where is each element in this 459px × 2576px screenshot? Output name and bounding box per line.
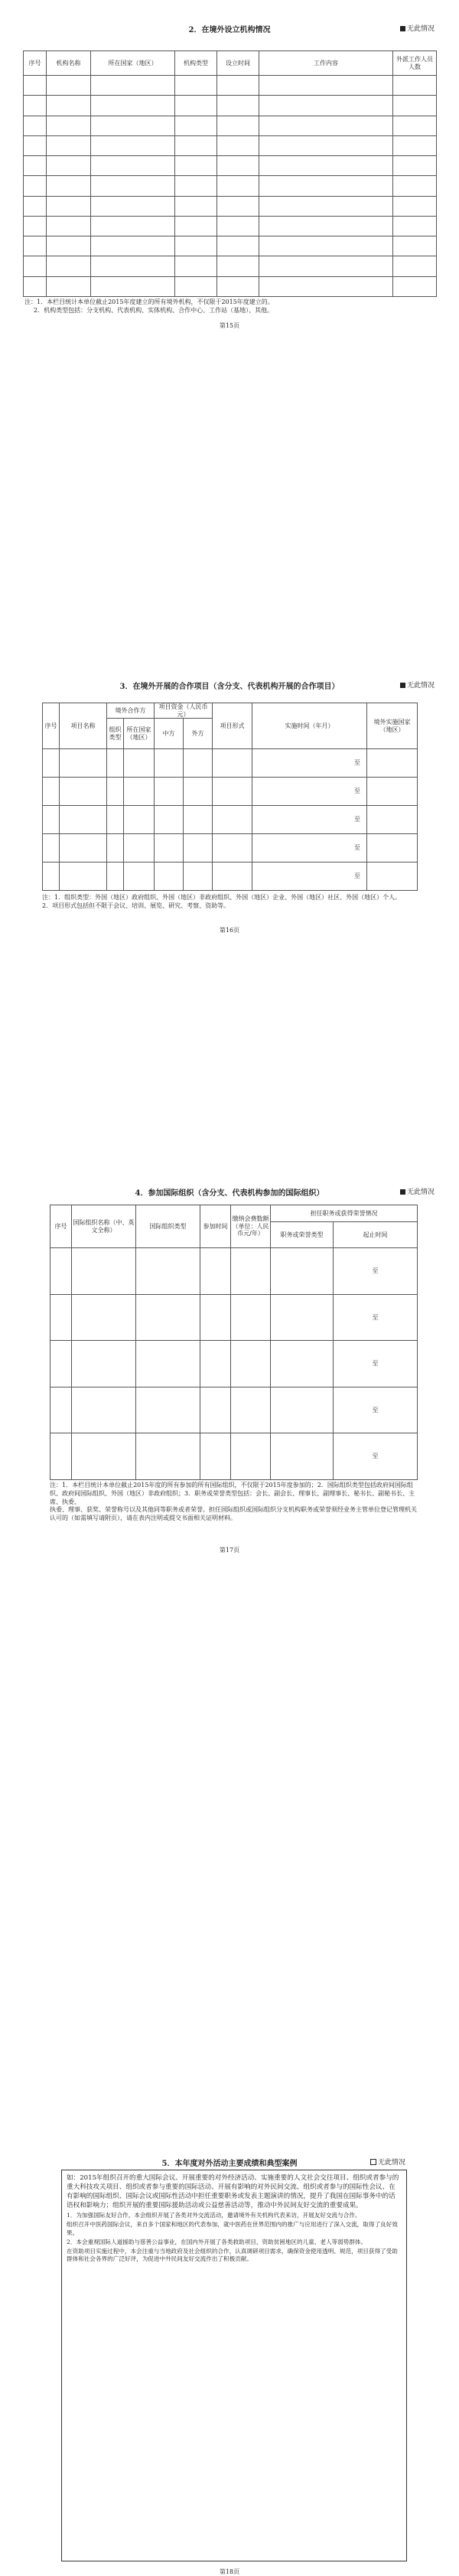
- table-row[interactable]: [50, 1387, 418, 1433]
- col-header-post-type: 职务或荣誉类型: [271, 1222, 334, 1248]
- col-header-setup-time: 设立时间: [217, 51, 259, 76]
- table-row[interactable]: [43, 834, 418, 862]
- col-header-no: 序号: [50, 1205, 72, 1248]
- section-title-overseas-institutions: 2．在境外设立机构情况: [188, 26, 271, 34]
- guide-paragraph: 如：2015年组织召开的重大国际会议、开展重要的对外经济活动、实施重要的人文社会交往项目、组织或者参与的重大科技攻关项目、组织或者参与重要的国际活动、开展有影响的对外民间交流、组织或者参与的国际性会议、在有影响的国际组织、国际会议或国际性活动中担任重要职务或发表主题演讲的情况，提升了我国在国际事务中的话语权和影响力；组织开展的重要国际援助活动或公益慈善活动等，推动中外民间友好交流的重要成果。: [67, 2174, 399, 2210]
- col-header-staff: 外派工作人员人数: [393, 51, 437, 76]
- note-line: 注：1．组织类型：外国（地区）政府组织、外国（地区）非政府组织、外国（地区）企业、外国（地区）社区、外国（地区）个人。: [42, 894, 402, 901]
- page-17: [0, 1117, 459, 1592]
- col-header-work-content: 工作内容: [259, 51, 393, 76]
- checkbox-checked-icon: [400, 683, 405, 688]
- page-18: [0, 2143, 459, 2573]
- period-cell[interactable]: 至: [252, 862, 367, 891]
- projects-table: [42, 703, 418, 891]
- no-such-case-mark[interactable]: 无此情况: [370, 2157, 405, 2167]
- table-header-row: [43, 703, 418, 719]
- note-line: 2．机构类型包括：分支机构、代表机构、实体机构、合作中心、工作站（基地）、其他。: [34, 306, 274, 314]
- section-title-overseas-projects: 3．在境外开展的合作项目（含分支、代表机构开展的合作项目）: [119, 683, 340, 691]
- table-row[interactable]: [24, 135, 437, 155]
- no-such-case-mark[interactable]: 无此情况: [400, 1186, 435, 1196]
- period-cell[interactable]: 至: [334, 1248, 418, 1295]
- col-header-partner: 境外合作方: [107, 703, 155, 719]
- achievements-text-box[interactable]: [61, 2170, 407, 2561]
- table-notes: [24, 298, 438, 315]
- col-header-project-name: 项目名称: [60, 703, 107, 749]
- col-header-funds: 项目资金（人民币元）: [155, 703, 213, 719]
- table-row[interactable]: [24, 256, 437, 276]
- table-row[interactable]: [24, 196, 437, 216]
- table-row[interactable]: [24, 236, 437, 256]
- page-number: 第16页: [219, 927, 240, 934]
- table-row[interactable]: [24, 276, 437, 296]
- col-header-no: 序号: [43, 703, 60, 749]
- section-title-international-orgs: 4．参加国际组织（含分支、代表机构参加的国际组织）: [135, 1189, 324, 1198]
- table-notes: [42, 894, 417, 911]
- table-row[interactable]: [24, 76, 437, 96]
- table-row[interactable]: [43, 749, 418, 778]
- note-line: 注：1．本栏目统计本单位截止2015年度建立的所有境外机构，不仅限于2015年度建立的。: [24, 298, 274, 305]
- table-header-row: [24, 51, 437, 76]
- note-line: 执委、理事、获奖、荣誉称号以及其他同等职务或者荣誉。担任国际组织或国际组织分支机构职务或荣誉须经业务主管单位登记管理机关认可的（如需填写请附页），请在表内注明或提交书面相关证明材料。: [50, 1506, 417, 1522]
- page-15: [0, 0, 459, 360]
- institutions-table: [23, 51, 437, 297]
- body-paragraph: 2．本会重视国际人道援助与慈善公益事业，在国内外开展了各类救助项目，资助贫困地区的儿童、老人等弱势群体。: [67, 2238, 367, 2245]
- col-header-start-end: 起止时间: [334, 1222, 418, 1248]
- period-cell[interactable]: 至: [334, 1387, 418, 1433]
- note-line: 注：1．本栏目统计本单位截止2015年度的所有参加的所有国际组织，不仅限于2015年度参加的；2．国际组织类型包括政府间国际组织、政府间国际组织、外国（地区）非政府组织；3．职务或荣誉类型包括：会长、副会长、理事长、副理事长、秘书长、副秘书长、主席、执委、: [50, 1482, 415, 1505]
- table-row[interactable]: [43, 778, 418, 806]
- checkbox-checked-icon: [400, 26, 405, 31]
- table-row[interactable]: [24, 116, 437, 135]
- period-cell[interactable]: 至: [252, 749, 367, 778]
- body-paragraph: 组织召开中医药国际会议，来自多个国家和地区的代表参加，就中医药在世界范围内的推广与应用进行了深入交流，取得了良好效果。: [67, 2221, 398, 2236]
- period-cell[interactable]: 至: [334, 1294, 418, 1341]
- table-row[interactable]: [50, 1294, 418, 1341]
- table-row[interactable]: [43, 862, 418, 891]
- body-paragraph: 在资助项目实施过程中，本会注重与当地政府及社会组织的合作，认真调研项目需求，确保资金使用透明、规范，项目获得了受助群体和社会各界的广泛好评，为促进中外民间友好交流作出了积极贡献。: [67, 2248, 398, 2263]
- table-row[interactable]: [43, 806, 418, 834]
- period-cell[interactable]: 至: [252, 834, 367, 862]
- col-header-funds-foreign: 外方: [184, 719, 213, 749]
- table-header-row: [50, 1205, 418, 1222]
- checkbox-checked-icon: [400, 1189, 405, 1195]
- table-row[interactable]: [24, 176, 437, 196]
- table-row[interactable]: [50, 1433, 418, 1480]
- col-header-funds-china: 中方: [155, 719, 184, 749]
- table-notes: [50, 1482, 417, 1523]
- col-header-posts: 担任职务或获得荣誉情况: [271, 1205, 418, 1222]
- no-such-case-mark[interactable]: 无此情况: [400, 23, 435, 33]
- col-header-country: 所在国家（地区）: [91, 51, 175, 76]
- page-number: 第17页: [219, 1547, 240, 1554]
- note-line: 2．项目形式包括但不限于会议、培训、展览、研究、考察、资助等。: [42, 902, 230, 909]
- body-paragraph: 1．为加强国际友好合作，本会组织开展了各类对外交流活动，邀请境外有关机构代表来访，开展友好交流与合作。: [67, 2212, 361, 2219]
- col-header-org-name: 国际组织名称（中、英文全称）: [72, 1205, 136, 1248]
- col-header-org-type: 国际组织类型: [136, 1205, 200, 1248]
- col-header-partner-country: 所在国家（地区）: [124, 719, 155, 749]
- period-cell[interactable]: 至: [334, 1433, 418, 1480]
- table-row[interactable]: [24, 216, 437, 236]
- page-16: [0, 620, 459, 949]
- table-row[interactable]: [24, 156, 437, 176]
- col-header-fee: 缴纳会费数额（单位：人民币元/年）: [231, 1205, 271, 1248]
- col-header-partner-type: 组织类型: [107, 719, 124, 749]
- table-row[interactable]: [24, 96, 437, 116]
- page-number: 第18页: [219, 2568, 240, 2575]
- col-header-form: 项目形式: [213, 703, 252, 749]
- col-header-type: 机构类型: [175, 51, 217, 76]
- col-header-period: 实施时间（年月）: [252, 703, 367, 749]
- section-title-achievements: 5．本年度对外活动主要成绩和典型案例: [161, 2160, 298, 2168]
- international-orgs-table: [50, 1205, 418, 1480]
- checkbox-unchecked-icon: [370, 2159, 376, 2165]
- no-such-case-mark[interactable]: 无此情况: [400, 680, 435, 690]
- period-cell[interactable]: 至: [252, 806, 367, 834]
- col-header-name: 机构名称: [47, 51, 91, 76]
- col-header-join-time: 参加时间: [200, 1205, 231, 1248]
- period-cell[interactable]: 至: [252, 778, 367, 806]
- col-header-country: 境外实施国家（地区）: [367, 703, 418, 749]
- period-cell[interactable]: 至: [334, 1341, 418, 1387]
- page-number: 第15页: [219, 322, 240, 329]
- table-row[interactable]: [50, 1248, 418, 1295]
- table-row[interactable]: [50, 1341, 418, 1387]
- col-header-no: 序号: [24, 51, 47, 76]
